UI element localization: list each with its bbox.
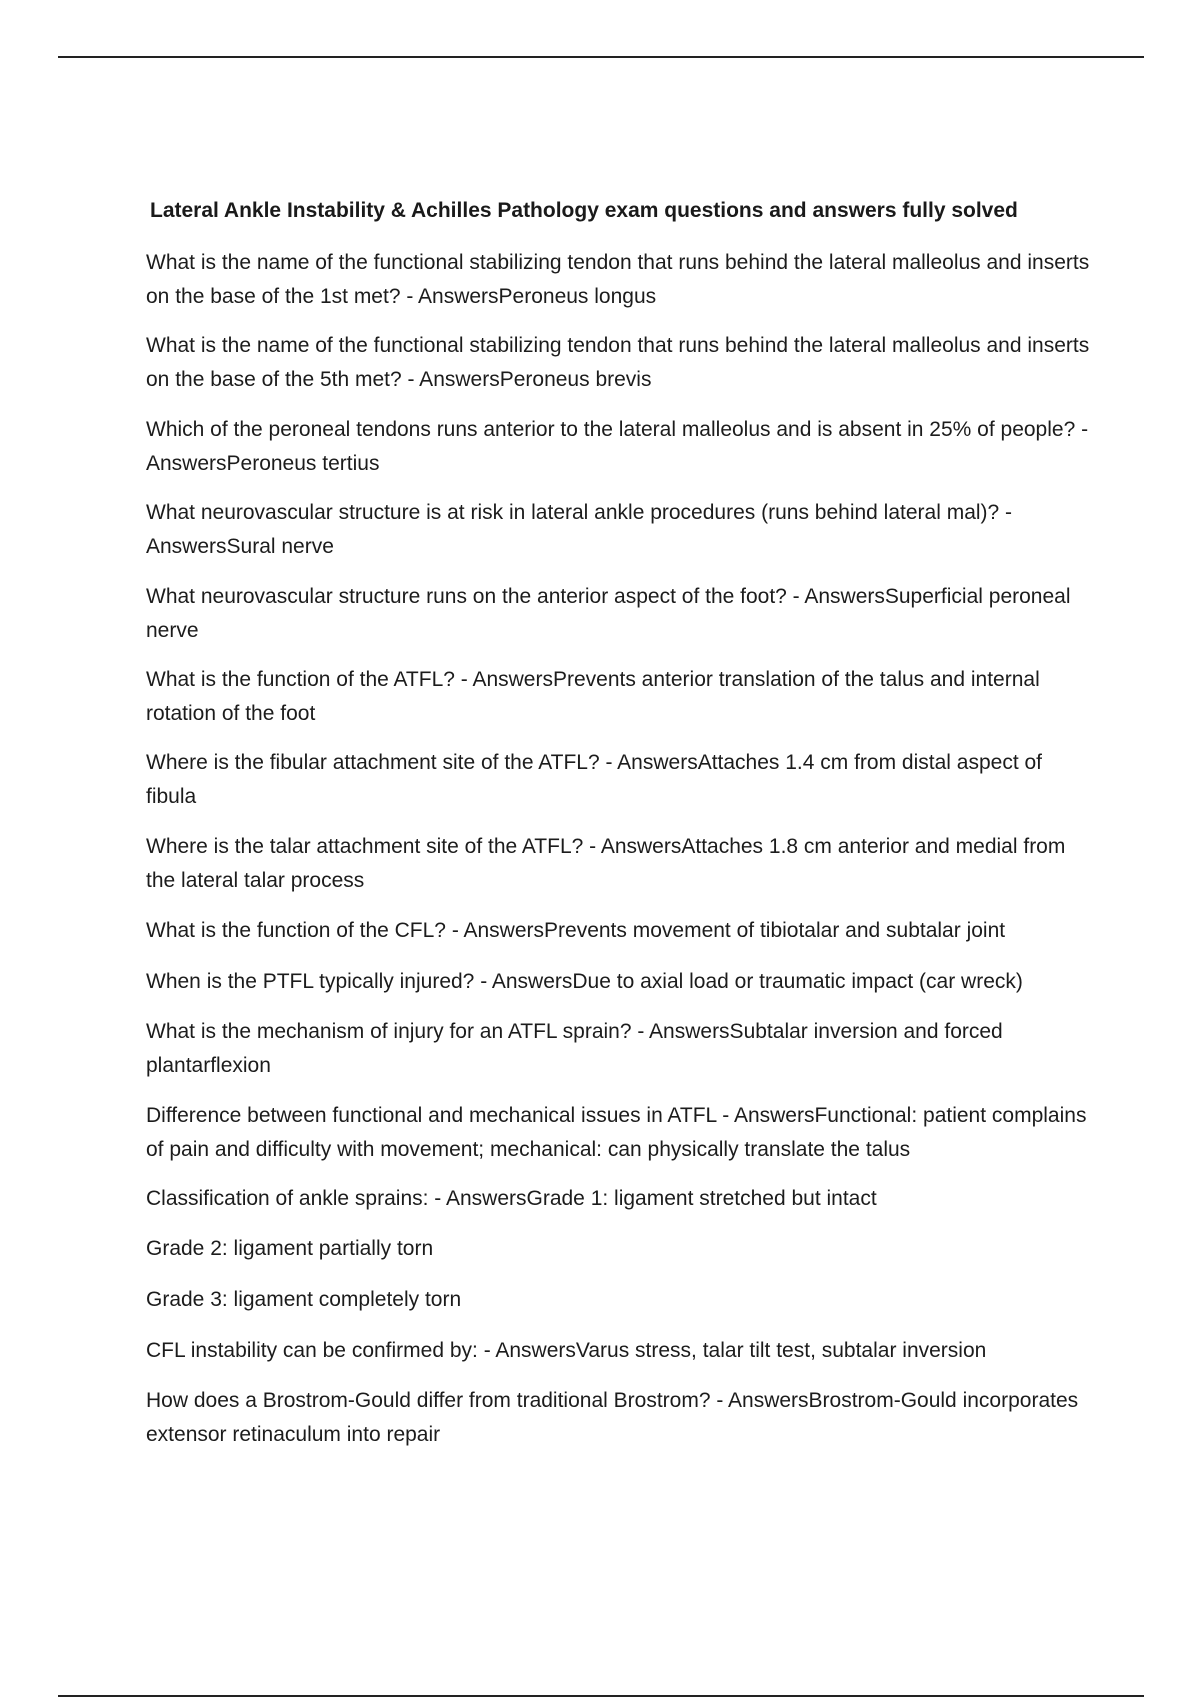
qa-item: Where is the talar attachment site of the ATFL? - AnswersAttaches 1.8 cm anterior and medial from the lateral talar process xyxy=(146,835,1066,892)
qa-item: Grade 3: ligament completely torn xyxy=(146,1288,462,1311)
qa-item: Grade 2: ligament partially torn xyxy=(146,1237,434,1260)
qa-item: What is the mechanism of injury for an ATFL sprain? - AnswersSubtalar inversion and forced plantarflexion xyxy=(146,1020,1003,1077)
qa-item: Where is the fibular attachment site of the ATFL? - AnswersAttaches 1.4 cm from distal aspect of fibula xyxy=(146,751,1043,808)
document-title: Lateral Ankle Instability & Achilles Pathology exam questions and answers fully solved xyxy=(150,199,1018,222)
qa-item: Which of the peroneal tendons runs anterior to the lateral malleolus and is absent in 25% of people? - AnswersPeroneus tertius xyxy=(146,418,1089,475)
qa-item: Difference between functional and mechanical issues in ATFL - AnswersFunctional: patient complains of pain and difficulty with movement; mechanical: can physically translate the talus xyxy=(146,1104,1087,1161)
qa-item: What is the function of the CFL? - AnswersPrevents movement of tibiotalar and subtalar joint xyxy=(146,919,1006,942)
qa-item: When is the PTFL typically injured? - AnswersDue to axial load or traumatic impact (car wreck) xyxy=(146,970,1023,993)
qa-item: What neurovascular structure is at risk in lateral ankle procedures (runs behind lateral mal)? - AnswersSural nerve xyxy=(146,501,1013,558)
qa-item: What is the name of the functional stabilizing tendon that runs behind the lateral malleolus and inserts on the base of the 1st met? - AnswersPeroneus longus xyxy=(146,251,1090,308)
qa-item: How does a Brostrom-Gould differ from traditional Brostrom? - AnswersBrostrom-Gould incorporates extensor retinaculum into repair xyxy=(146,1389,1079,1446)
qa-item: What is the function of the ATFL? - AnswersPrevents anterior translation of the talus and internal rotation of the foot xyxy=(146,668,1040,725)
qa-item: CFL instability can be confirmed by: - AnswersVarus stress, talar tilt test, subtalar inversion xyxy=(146,1339,987,1362)
footer-rule xyxy=(58,1695,1144,1697)
header-rule xyxy=(58,56,1144,58)
qa-item: Classification of ankle sprains: - AnswersGrade 1: ligament stretched but intact xyxy=(146,1187,877,1210)
qa-item: What is the name of the functional stabilizing tendon that runs behind the lateral malleolus and inserts on the base of the 5th met? - AnswersPeroneus brevis xyxy=(146,334,1090,391)
qa-item: What neurovascular structure runs on the anterior aspect of the foot? - AnswersSuperficial peroneal nerve xyxy=(146,585,1071,642)
